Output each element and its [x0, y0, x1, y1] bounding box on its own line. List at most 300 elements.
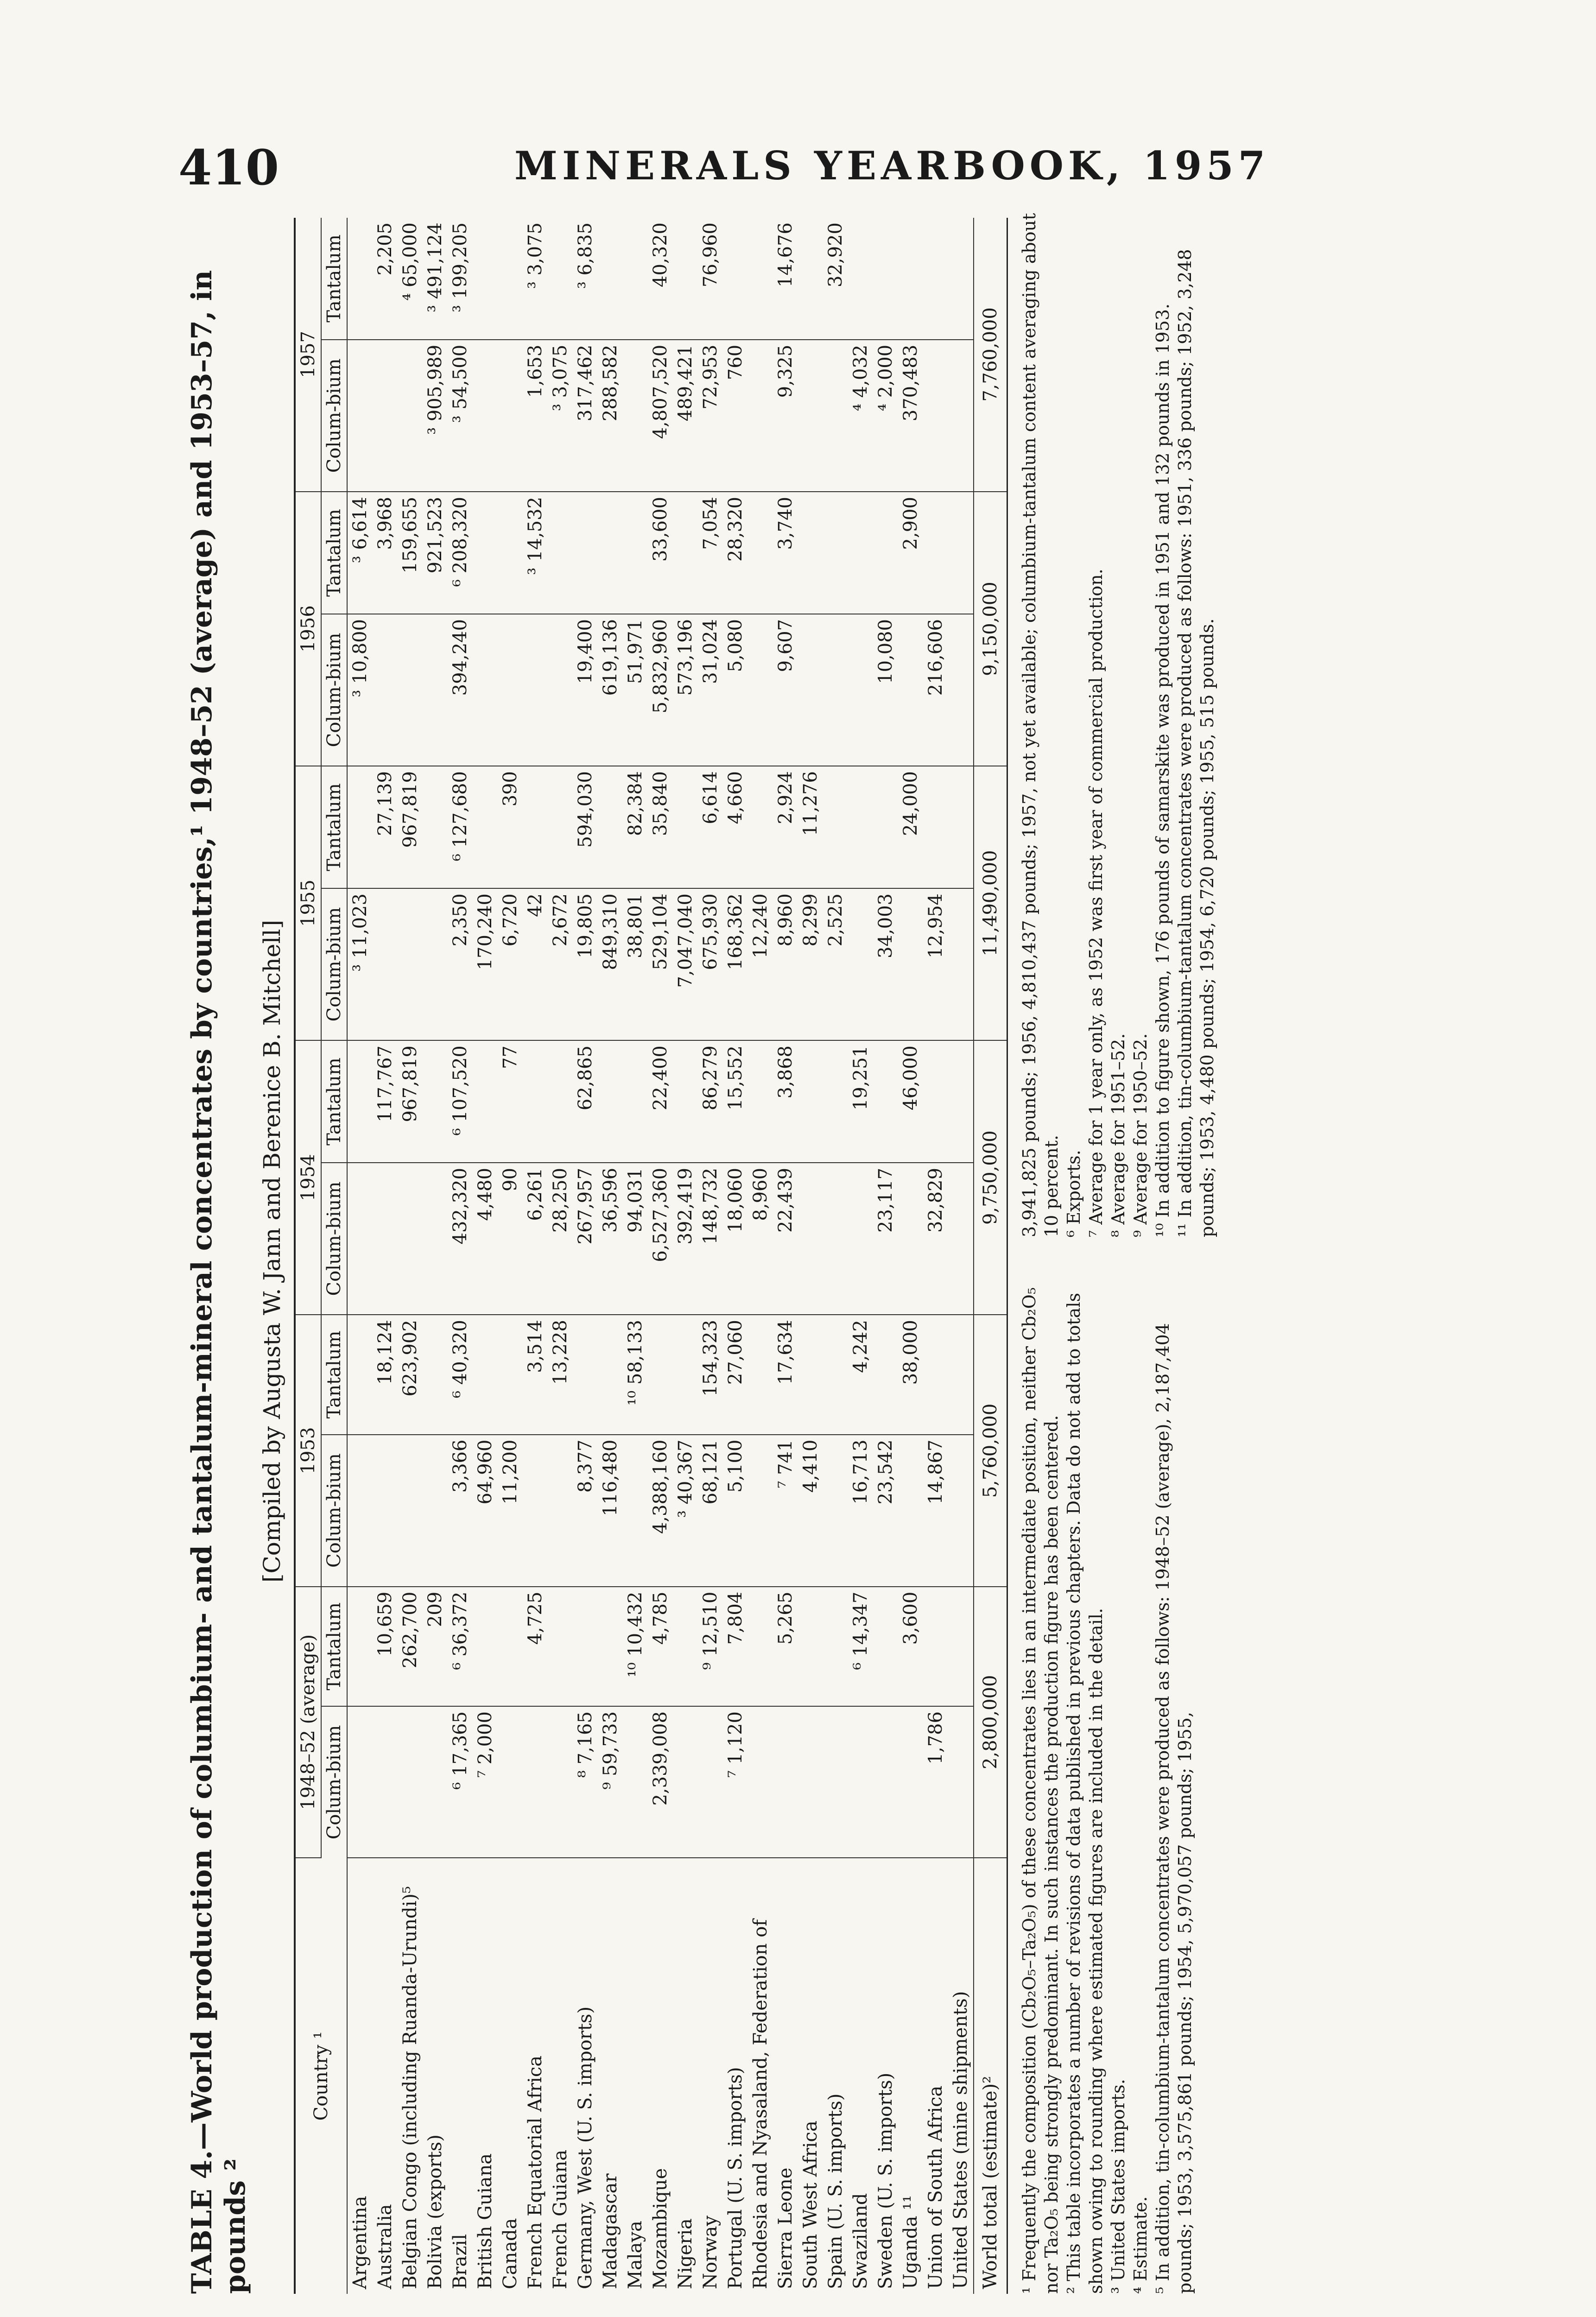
value-cell: 19,805 — [573, 888, 598, 1040]
value-cell — [673, 1706, 698, 1858]
table-row — [923, 218, 948, 2294]
value-cell — [923, 340, 948, 492]
value-cell: 11,276 — [798, 766, 823, 888]
value-cell — [347, 218, 373, 340]
value-cell: 3,968 — [373, 492, 398, 614]
value-cell — [673, 218, 698, 340]
value-cell: 22,400 — [648, 1040, 673, 1163]
value-cell — [473, 1587, 498, 1706]
tantalum-subheader: Tantalum — [321, 1315, 347, 1434]
value-cell: ³ 14,532 — [523, 492, 548, 614]
value-cell: ⁷ 1,120 — [723, 1706, 748, 1858]
value-cell: 6,261 — [523, 1163, 548, 1315]
footnote: 3,941,825 pounds; 1956, 4,810,437 pounds; 1957, not yet available; columbium-tantalum content averaging about 10 percent. — [1019, 213, 1062, 1237]
value-cell — [548, 1587, 573, 1706]
value-cell — [923, 766, 948, 888]
value-cell: 489,421 — [673, 340, 698, 492]
rotated-table-block — [185, 209, 1390, 2294]
value-cell — [948, 1587, 974, 1706]
value-cell: 72,953 — [698, 340, 723, 492]
value-cell — [598, 1587, 623, 1706]
value-cell — [948, 218, 974, 340]
value-cell — [498, 1587, 523, 1706]
value-cell: 12,240 — [748, 888, 773, 1040]
table-row — [648, 218, 673, 2294]
value-cell: 82,384 — [623, 766, 648, 888]
country-cell: Brazil — [450, 2234, 471, 2289]
value-cell: ⁴ 4,032 — [848, 340, 873, 492]
value-cell: 170,240 — [473, 888, 498, 1040]
table-row — [598, 218, 623, 2294]
value-cell — [948, 888, 974, 1040]
value-cell — [398, 1435, 423, 1587]
value-cell — [548, 1435, 573, 1587]
country-cell: Canada — [500, 2218, 521, 2289]
value-cell — [347, 1040, 373, 1163]
value-cell — [823, 614, 848, 766]
tantalum-subheader: Tantalum — [321, 1040, 347, 1163]
value-cell: 86,279 — [698, 1040, 723, 1163]
footnote: ¹¹ In addition, tin-columbium-tantalum concentrates were produced as follows: 1951, 336 pounds; 1952, 3,248 pounds; 1953, 4,480 pounds; 1954, 6,720 pounds; 1955, 515 pounds. — [1175, 249, 1217, 1237]
value-cell — [423, 888, 448, 1040]
value-cell — [673, 1587, 698, 1706]
value-cell: 8,960 — [773, 888, 798, 1040]
world-total-value: 7,760,000 — [974, 218, 1007, 492]
value-cell: 15,552 — [723, 1040, 748, 1163]
country-cell: Rhodesia and Nyasaland, Federation of — [750, 1919, 771, 2289]
value-cell — [347, 1315, 373, 1434]
value-cell — [898, 1435, 923, 1587]
value-cell: 8,960 — [748, 1163, 773, 1315]
country-cell: Madagascar — [600, 2173, 621, 2289]
value-cell — [873, 1040, 898, 1163]
value-cell — [473, 614, 498, 766]
value-cell: 5,832,960 — [648, 614, 673, 766]
value-cell: 3,600 — [898, 1587, 923, 1706]
value-cell: 16,713 — [848, 1435, 873, 1587]
page-header — [0, 139, 1596, 204]
world-total-value: 11,490,000 — [974, 766, 1007, 1040]
value-cell — [373, 1163, 398, 1315]
value-cell — [498, 1315, 523, 1434]
columbium-subheader: Colum-bium — [321, 1435, 347, 1587]
value-cell: ⁹ 12,510 — [698, 1587, 723, 1706]
value-cell — [848, 888, 873, 1040]
value-cell — [923, 1587, 948, 1706]
value-cell: 46,000 — [898, 1040, 923, 1163]
value-cell — [498, 492, 523, 614]
value-cell: 573,196 — [673, 614, 698, 766]
country-cell: French Equatorial Africa — [525, 2055, 546, 2289]
columbium-subheader: Colum-bium — [321, 1163, 347, 1315]
world-total-value: 9,150,000 — [974, 492, 1007, 766]
value-cell — [623, 492, 648, 614]
table-body — [347, 218, 1007, 2294]
country-cell: Belgian Congo (including Ruanda-Urundi)⁵ — [399, 1886, 421, 2289]
running-head: MINERALS YEARBOOK, 1957 — [514, 143, 1270, 189]
value-cell: 148,732 — [698, 1163, 723, 1315]
value-cell: 159,655 — [398, 492, 423, 614]
value-cell — [673, 1040, 698, 1163]
value-cell: 33,600 — [648, 492, 673, 614]
value-cell: 3,740 — [773, 492, 798, 614]
value-cell — [523, 766, 548, 888]
table-row — [373, 218, 398, 2294]
year-header: 1957 — [295, 218, 321, 492]
country-cell: Uganda ¹¹ — [900, 2195, 921, 2289]
value-cell: 42 — [523, 888, 548, 1040]
value-cell: 68,121 — [698, 1435, 723, 1587]
country-cell: Sweden (U. S. imports) — [875, 2072, 896, 2289]
value-cell — [798, 1163, 823, 1315]
value-cell: ³ 11,023 — [347, 888, 373, 1040]
value-cell: 432,320 — [448, 1163, 473, 1315]
value-cell: ⁷ 741 — [773, 1435, 798, 1587]
value-cell: 8,299 — [798, 888, 823, 1040]
value-cell — [373, 614, 398, 766]
value-cell: ³ 6,835 — [573, 218, 598, 340]
value-cell: 390 — [498, 766, 523, 888]
country-cell: Portugal (U. S. imports) — [725, 2067, 746, 2289]
value-cell: 24,000 — [898, 766, 923, 888]
value-cell: 2,924 — [773, 766, 798, 888]
footnotes-right — [1018, 209, 1218, 1237]
value-cell — [748, 492, 773, 614]
table-row — [848, 218, 873, 2294]
value-cell — [648, 1315, 673, 1434]
value-cell: ³ 905,989 — [423, 340, 448, 492]
value-cell — [848, 766, 873, 888]
year-header: 1953 — [295, 1315, 321, 1587]
table-title-text: —World production of columbium- and tantalum-mineral concentrates by countries,¹ 1948–52 (average) and 1953–57, in pounds ² — [186, 270, 252, 2294]
value-cell — [673, 766, 698, 888]
country-cell: Union of South Africa — [925, 2085, 946, 2289]
year-header: 1955 — [295, 766, 321, 1040]
value-cell — [923, 1315, 948, 1434]
value-cell: 117,767 — [373, 1040, 398, 1163]
value-cell — [773, 1706, 798, 1858]
tantalum-subheader: Tantalum — [321, 218, 347, 340]
value-cell — [948, 1435, 974, 1587]
value-cell: 317,462 — [573, 340, 598, 492]
value-cell — [898, 614, 923, 766]
value-cell — [473, 340, 498, 492]
value-cell — [673, 492, 698, 614]
value-cell — [873, 1706, 898, 1858]
value-cell — [373, 888, 398, 1040]
value-cell — [623, 1040, 648, 1163]
table-label: TABLE 4. — [186, 2150, 218, 2294]
value-cell: 12,954 — [923, 888, 948, 1040]
value-cell — [948, 1706, 974, 1858]
value-cell: 288,582 — [598, 340, 623, 492]
value-cell: ¹⁰ 58,133 — [623, 1315, 648, 1434]
value-cell — [823, 492, 848, 614]
value-cell: 4,410 — [798, 1435, 823, 1587]
value-cell — [423, 1435, 448, 1587]
table-title — [185, 209, 252, 2294]
value-cell: 34,003 — [873, 888, 898, 1040]
value-cell — [748, 766, 773, 888]
value-cell: 32,920 — [823, 218, 848, 340]
value-cell: 594,030 — [573, 766, 598, 888]
value-cell: 921,523 — [423, 492, 448, 614]
value-cell: 4,242 — [848, 1315, 873, 1434]
page-number: 410 — [178, 139, 279, 196]
columbium-subheader: Colum-bium — [321, 888, 347, 1040]
value-cell — [798, 218, 823, 340]
value-cell: 27,139 — [373, 766, 398, 888]
value-cell: 31,024 — [698, 614, 723, 766]
value-cell — [748, 614, 773, 766]
value-cell — [923, 492, 948, 614]
value-cell: 4,660 — [723, 766, 748, 888]
value-cell: 675,930 — [698, 888, 723, 1040]
value-cell — [373, 1706, 398, 1858]
year-header-row — [295, 218, 321, 2294]
value-cell — [923, 1040, 948, 1163]
value-cell — [798, 1315, 823, 1434]
value-cell — [823, 1315, 848, 1434]
footnote: ² This table incorporates a number of revisions of data published in previous chapters. Data do not add to totals shown owing to rounding where estimated figures are included in the detail. — [1064, 1292, 1106, 2294]
value-cell — [898, 218, 923, 340]
value-cell — [873, 218, 898, 340]
value-cell: 4,388,160 — [648, 1435, 673, 1587]
value-cell: 1,653 — [523, 340, 548, 492]
value-cell: 1,786 — [923, 1706, 948, 1858]
value-cell: 967,819 — [398, 766, 423, 888]
value-cell: 28,250 — [548, 1163, 573, 1315]
value-cell: 6,720 — [498, 888, 523, 1040]
value-cell — [798, 1040, 823, 1163]
value-cell: 3,366 — [448, 1435, 473, 1587]
value-cell — [423, 1315, 448, 1434]
value-cell — [948, 1163, 974, 1315]
value-cell: 4,785 — [648, 1587, 673, 1706]
country-cell: Nigeria — [675, 2218, 696, 2289]
value-cell — [948, 340, 974, 492]
footnote: ⁸ Average for 1951–52. — [1108, 1033, 1128, 1237]
columbium-subheader: Colum-bium — [321, 1706, 347, 1858]
country-cell: Malaya — [625, 2221, 646, 2289]
value-cell — [523, 1435, 548, 1587]
value-cell — [823, 1040, 848, 1163]
value-cell: 76,960 — [698, 218, 723, 340]
value-cell — [623, 218, 648, 340]
value-cell: 2,205 — [373, 218, 398, 340]
value-cell — [948, 1040, 974, 1163]
country-header: Country ¹ — [295, 1858, 347, 2294]
value-cell: ⁴ 2,000 — [873, 340, 898, 492]
value-cell: 529,104 — [648, 888, 673, 1040]
value-cell: 23,542 — [873, 1435, 898, 1587]
value-cell — [548, 1040, 573, 1163]
value-cell: 623,902 — [398, 1315, 423, 1434]
value-cell: 9,325 — [773, 340, 798, 492]
value-cell: ³ 3,075 — [523, 218, 548, 340]
table-row — [948, 218, 974, 2294]
value-cell — [798, 614, 823, 766]
value-cell: 51,971 — [623, 614, 648, 766]
production-table — [294, 218, 1008, 2294]
value-cell — [623, 1706, 648, 1858]
value-cell — [748, 218, 773, 340]
value-cell: 64,960 — [473, 1435, 498, 1587]
value-cell — [548, 218, 573, 340]
country-cell: Norway — [700, 2216, 721, 2289]
value-cell — [573, 1315, 598, 1434]
value-cell — [823, 340, 848, 492]
value-cell: 168,362 — [723, 888, 748, 1040]
year-header: 1956 — [295, 492, 321, 766]
footnote: ⁶ Exports. — [1064, 1150, 1084, 1237]
world-total-value: 9,750,000 — [974, 1040, 1007, 1315]
country-cell: Mozambique — [650, 2168, 671, 2289]
value-cell: ⁹ 59,733 — [598, 1706, 623, 1858]
table-row — [398, 218, 423, 2294]
value-cell: 19,251 — [848, 1040, 873, 1163]
value-cell: ⁸ 7,165 — [573, 1706, 598, 1858]
value-cell — [347, 1587, 373, 1706]
footnote: ⁵ In addition, tin-columbium-tantalum concentrates were produced as follows: 1948–52 (average), 2,187,404 pounds; 1953, 3,575,861 pounds; 1954, 5,970,057 pounds; 1955, — [1153, 1323, 1195, 2294]
value-cell — [848, 218, 873, 340]
table-row — [898, 218, 923, 2294]
value-cell: 267,957 — [573, 1163, 598, 1315]
value-cell — [873, 1587, 898, 1706]
value-cell: 5,080 — [723, 614, 748, 766]
value-cell: 13,228 — [548, 1315, 573, 1434]
value-cell — [548, 492, 573, 614]
value-cell: ³ 6,614 — [347, 492, 373, 614]
value-cell — [347, 1706, 373, 1858]
value-cell: ⁶ 36,372 — [448, 1587, 473, 1706]
value-cell: 2,525 — [823, 888, 848, 1040]
value-cell — [398, 1706, 423, 1858]
year-header: 1954 — [295, 1040, 321, 1315]
footnotes-left — [1018, 1265, 1218, 2294]
value-cell — [398, 340, 423, 492]
value-cell — [823, 766, 848, 888]
value-cell: 2,900 — [898, 492, 923, 614]
table-row — [473, 218, 498, 2294]
value-cell: 209 — [423, 1587, 448, 1706]
value-cell: 14,867 — [923, 1435, 948, 1587]
value-cell — [598, 1315, 623, 1434]
value-cell — [623, 340, 648, 492]
value-cell — [848, 492, 873, 614]
value-cell: 28,320 — [723, 492, 748, 614]
value-cell: ⁶ 107,520 — [448, 1040, 473, 1163]
value-cell — [723, 218, 748, 340]
table-row — [548, 218, 573, 2294]
value-cell: ³ 10,800 — [347, 614, 373, 766]
year-header: 1948–52 (average) — [295, 1587, 321, 1858]
value-cell: 62,865 — [573, 1040, 598, 1163]
value-cell — [423, 1706, 448, 1858]
columbium-subheader: Colum-bium — [321, 340, 347, 492]
table-row — [823, 218, 848, 2294]
value-cell — [498, 218, 523, 340]
value-cell: 2,339,008 — [648, 1706, 673, 1858]
world-total-row — [974, 218, 1007, 2294]
value-cell — [898, 1706, 923, 1858]
value-cell — [548, 1706, 573, 1858]
country-cell: Spain (U. S. imports) — [825, 2093, 846, 2289]
table-row — [748, 218, 773, 2294]
value-cell — [473, 1040, 498, 1163]
country-cell: Sierra Leone — [775, 2167, 796, 2289]
value-cell: 7,047,040 — [673, 888, 698, 1040]
value-cell — [948, 766, 974, 888]
table-row — [498, 218, 523, 2294]
table-row — [698, 218, 723, 2294]
value-cell — [823, 1435, 848, 1587]
value-cell: 116,480 — [598, 1435, 623, 1587]
value-cell: 27,060 — [723, 1315, 748, 1434]
value-cell: 40,320 — [648, 218, 673, 340]
value-cell — [848, 1706, 873, 1858]
value-cell: ⁶ 40,320 — [448, 1315, 473, 1434]
value-cell — [798, 1706, 823, 1858]
value-cell: 6,614 — [698, 766, 723, 888]
value-cell — [398, 614, 423, 766]
value-cell: 18,060 — [723, 1163, 748, 1315]
world-total-value: 2,800,000 — [974, 1587, 1007, 1858]
value-cell — [598, 218, 623, 340]
footnote: ³ United States imports. — [1108, 2079, 1128, 2294]
value-cell — [748, 340, 773, 492]
value-cell — [698, 1706, 723, 1858]
value-cell — [473, 766, 498, 888]
value-cell: ³ 3,075 — [548, 340, 573, 492]
value-cell — [523, 1706, 548, 1858]
footnote: ⁴ Estimate. — [1130, 2196, 1151, 2294]
tantalum-subheader: Tantalum — [321, 766, 347, 888]
value-cell — [423, 766, 448, 888]
value-cell — [623, 1435, 648, 1587]
value-cell: ¹⁰ 10,432 — [623, 1587, 648, 1706]
footnotes — [1018, 209, 1218, 2294]
value-cell: 619,136 — [598, 614, 623, 766]
value-cell: 370,483 — [898, 340, 923, 492]
table-row — [773, 218, 798, 2294]
value-cell — [347, 1163, 373, 1315]
value-cell: 394,240 — [448, 614, 473, 766]
footnote: ¹⁰ In addition to figure shown, 176 pounds of samarskite was produced in 1951 and 132 pounds in 1953. — [1153, 303, 1173, 1237]
table-row — [347, 218, 373, 2294]
value-cell — [548, 614, 573, 766]
value-cell: 4,807,520 — [648, 340, 673, 492]
value-cell: 17,634 — [773, 1315, 798, 1434]
country-cell: South West Africa — [800, 2121, 821, 2289]
value-cell: 392,419 — [673, 1163, 698, 1315]
value-cell: 32,829 — [923, 1163, 948, 1315]
table-row — [623, 218, 648, 2294]
footnote: ¹ Frequently the composition (Cb₂O₅–Ta₂O₅) of these concentrates lies in an intermediate position, neither Cb₂O₅ nor Ta₂O₅ being strongly predominant. In such instances the production figure has been centered. — [1019, 1287, 1062, 2294]
value-cell — [873, 1315, 898, 1434]
value-cell — [823, 1587, 848, 1706]
value-cell — [598, 766, 623, 888]
value-cell — [398, 1163, 423, 1315]
value-cell — [473, 218, 498, 340]
value-cell: 19,400 — [573, 614, 598, 766]
value-cell — [423, 614, 448, 766]
value-cell — [798, 492, 823, 614]
value-cell: 5,100 — [723, 1435, 748, 1587]
value-cell — [823, 1706, 848, 1858]
value-cell: 7,054 — [698, 492, 723, 614]
value-cell: 38,000 — [898, 1315, 923, 1434]
